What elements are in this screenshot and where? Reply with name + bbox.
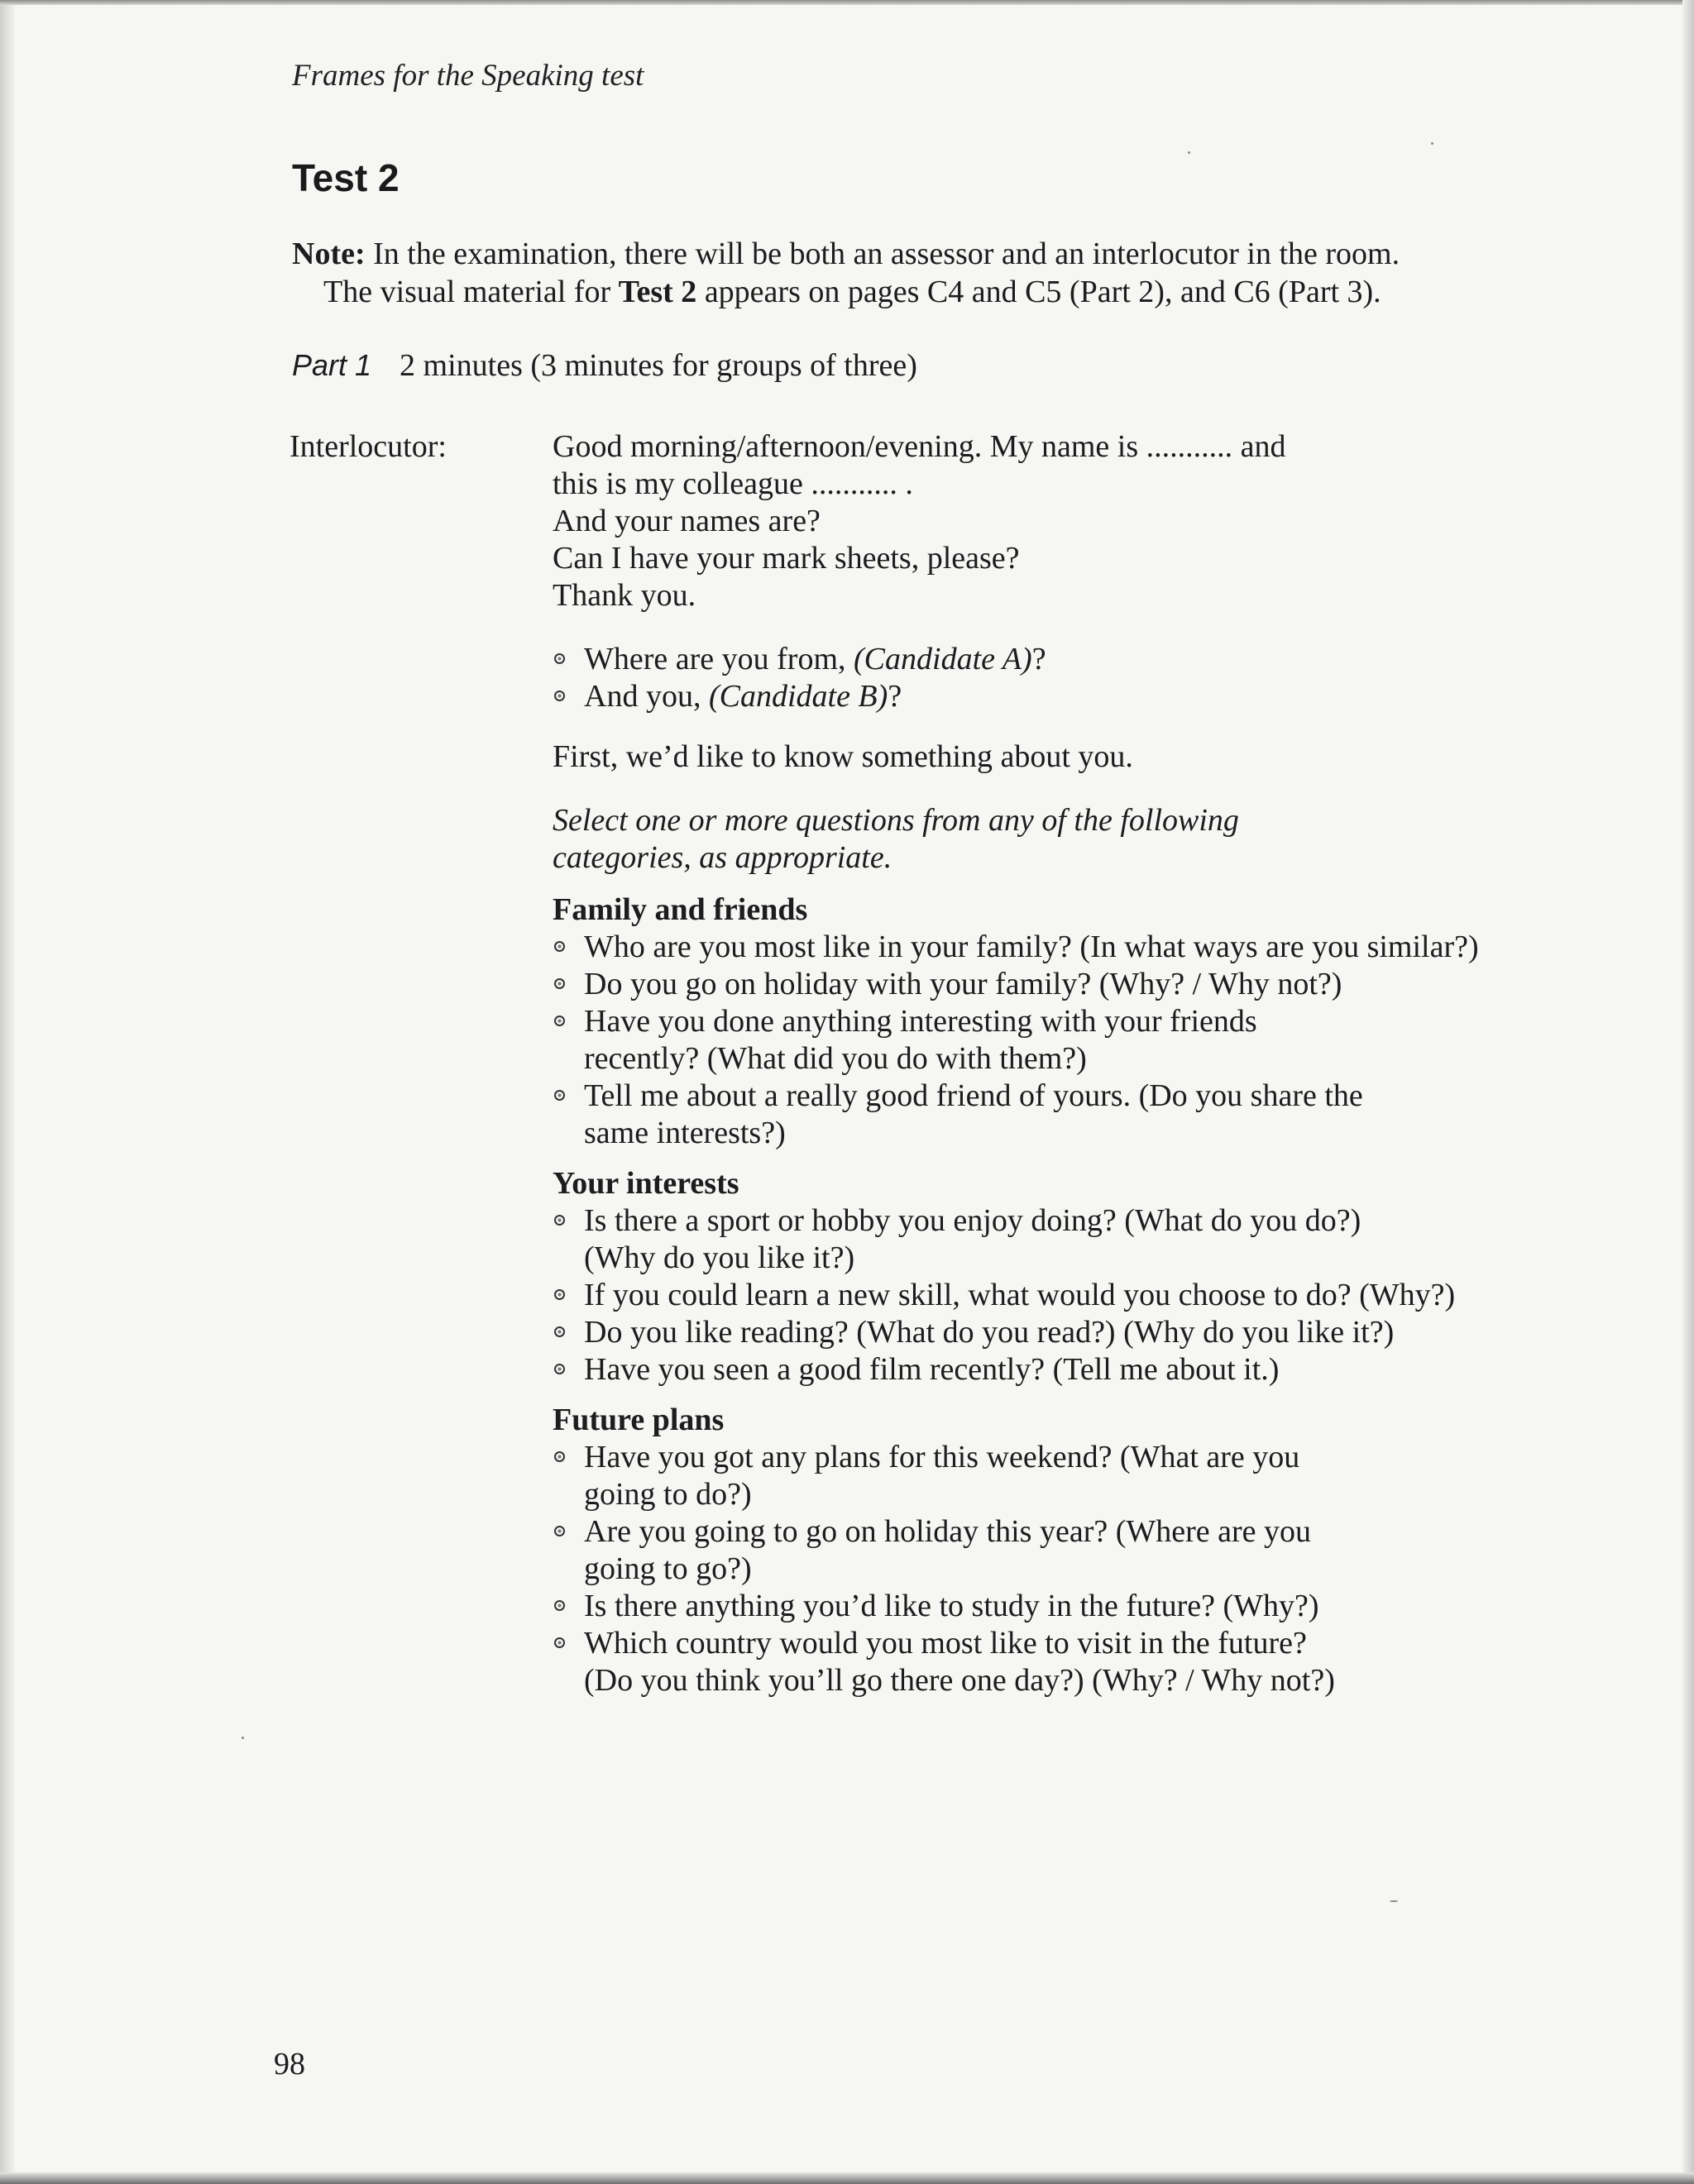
question-text: same interests?) <box>584 1116 786 1150</box>
category-heading: Your interests <box>553 1166 739 1201</box>
part-heading <box>292 347 917 384</box>
intro-line: this is my colleague ........... . <box>553 466 913 501</box>
bullet-icon <box>554 1090 565 1101</box>
question-text: Who are you most like in your family? (In what ways are you similar?) <box>584 930 1479 964</box>
instruction <box>553 802 1611 877</box>
bullet-icon <box>554 1016 565 1026</box>
list-item <box>553 1277 1611 1314</box>
part-label: Part 1 <box>292 348 372 382</box>
bullet-icon <box>554 1451 565 1462</box>
bullet-icon <box>554 1526 565 1536</box>
question-text: going to do?) <box>584 1477 752 1512</box>
question-text: Do you like reading? (What do you read?) (Why do you like it?) <box>584 1315 1395 1350</box>
question-end: ? <box>888 679 902 714</box>
candidate-ref: (Candidate B) <box>708 679 888 714</box>
list-item <box>553 966 1611 1003</box>
candidate-questions <box>553 641 1611 715</box>
question-text: (Why do you like it?) <box>584 1240 855 1275</box>
question-text: If you could learn a new skill, what would you choose to do? (Why?) <box>584 1278 1456 1312</box>
part-duration: 2 minutes (3 minutes for groups of three) <box>400 348 917 383</box>
question-text: Are you going to go on holiday this year? (Where are you <box>584 1514 1312 1549</box>
note-label: Note: <box>292 237 366 271</box>
question-text: Do you go on holiday with your family? (Why? / Why not?) <box>584 967 1342 1001</box>
script-column <box>553 428 1611 1699</box>
list-item <box>553 1439 1611 1513</box>
list-item <box>553 678 1611 715</box>
category-heading: Family and friends <box>553 892 808 927</box>
instruction-line: Select one or more questions from any of the following <box>553 803 1239 838</box>
page-left-shadow <box>0 0 15 2184</box>
bullet-icon <box>554 1600 565 1611</box>
running-head: Frames for the Speaking test <box>292 59 644 93</box>
list-item <box>553 641 1611 678</box>
scan-speck <box>1390 1900 1398 1902</box>
list-item <box>553 1003 1611 1078</box>
list-item <box>553 1078 1611 1152</box>
question-text: recently? (What did you do with them?) <box>584 1041 1087 1076</box>
speaker-label: Interlocutor: <box>290 429 447 464</box>
question-text: Is there anything you’d like to study in the future? (Why?) <box>584 1589 1319 1623</box>
list-item <box>553 1588 1611 1625</box>
note-test-ref: Test 2 <box>618 275 697 309</box>
note-paragraph <box>292 235 1400 311</box>
question-text: And you, <box>584 679 709 714</box>
bullet-icon <box>554 1637 565 1648</box>
note-text: In the examination, there will be both an assessor and an interlocutor in the room. <box>365 237 1400 271</box>
question-text: Which country would you most like to visit in the future? <box>584 1626 1307 1661</box>
question-text: Have you got any plans for this weekend? (What are you <box>584 1440 1300 1474</box>
category-heading: Future plans <box>553 1403 725 1437</box>
bullet-icon <box>554 691 565 701</box>
first-line: First, we’d like to know something about you. <box>553 739 1133 774</box>
page-right-shadow <box>1682 0 1694 2184</box>
intro-block <box>553 428 1611 614</box>
scan-speck <box>1188 151 1190 154</box>
page-top-edge <box>0 0 1694 5</box>
intro-line: Good morning/afternoon/evening. My name is ........... and <box>553 429 1286 464</box>
bullet-icon <box>554 1215 565 1226</box>
page-number: 98 <box>274 2047 305 2081</box>
question-text: Have you seen a good film recently? (Tell me about it.) <box>584 1352 1280 1387</box>
question-text: Have you done anything interesting with your friends <box>584 1004 1257 1039</box>
question-end: ? <box>1031 642 1046 676</box>
bullet-icon <box>554 1326 565 1337</box>
question-text: (Do you think you’ll go there one day?) (Why? / Why not?) <box>584 1663 1335 1698</box>
intro-line: Thank you. <box>553 578 696 613</box>
question-categories <box>553 877 1611 1699</box>
list-item <box>553 1202 1611 1277</box>
question-text: going to go?) <box>584 1551 752 1586</box>
list-item <box>553 929 1611 966</box>
question-text: Is there a sport or hobby you enjoy doing? (What do you do?) <box>584 1203 1361 1238</box>
candidate-ref: (Candidate A) <box>854 642 1032 676</box>
intro-line: And your names are? <box>553 504 821 538</box>
page-title: Test 2 <box>292 156 400 199</box>
list-item <box>553 1513 1611 1588</box>
note-text: The visual material for <box>323 275 619 309</box>
note-line-2 <box>292 273 1400 311</box>
bullet-icon <box>554 653 565 664</box>
bullet-icon <box>554 941 565 952</box>
question-text: Tell me about a really good friend of yours. (Do you share the <box>584 1078 1363 1113</box>
note-line-1 <box>292 235 1400 273</box>
list-item <box>553 1314 1611 1351</box>
note-text: appears on pages C4 and C5 (Part 2), and C6 (Part 3). <box>696 275 1381 309</box>
page-bottom-edge <box>0 2172 1694 2184</box>
bullet-icon <box>554 1289 565 1300</box>
instruction-line: categories, as appropriate. <box>553 840 892 875</box>
scan-speck <box>1431 142 1433 145</box>
list-item <box>553 1625 1611 1699</box>
scan-speck <box>242 1737 244 1739</box>
bullet-icon <box>554 1364 565 1374</box>
bullet-icon <box>554 978 565 989</box>
intro-line: Can I have your mark sheets, please? <box>553 541 1020 576</box>
question-text: Where are you from, <box>584 642 854 676</box>
list-item <box>553 1351 1611 1388</box>
